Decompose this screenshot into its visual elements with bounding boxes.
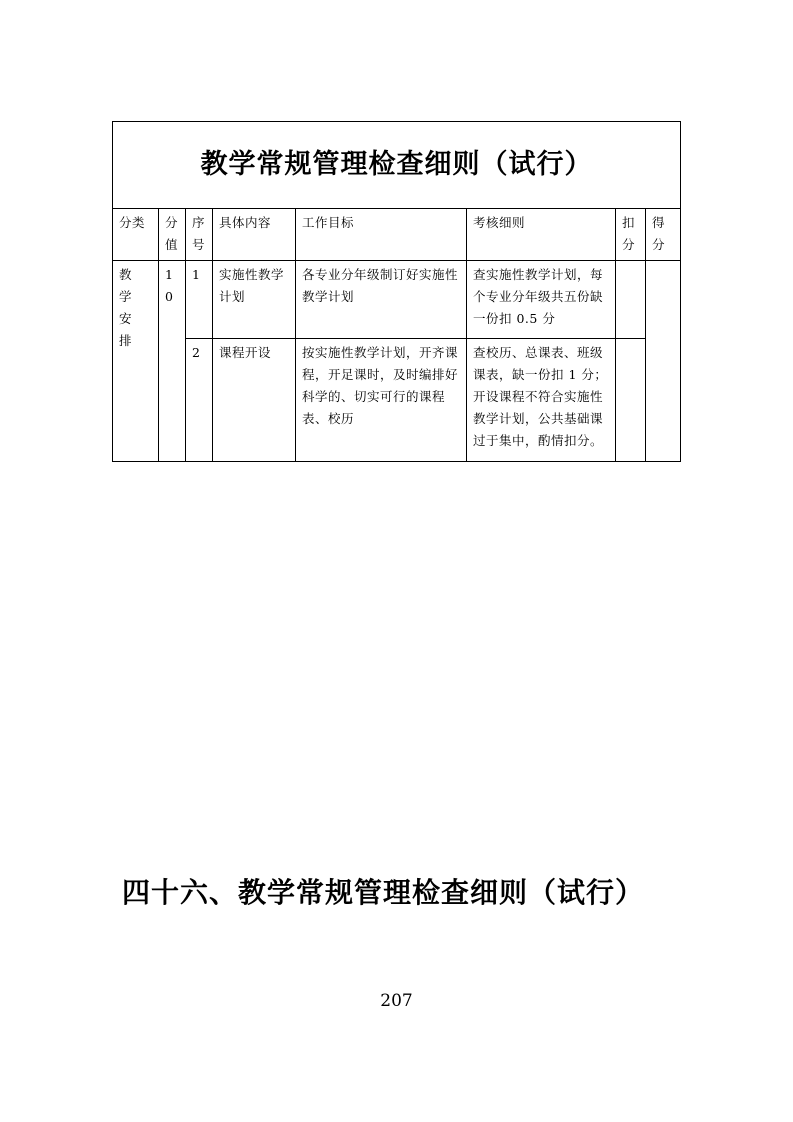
goal-cell: 各专业分年级制订好实施性教学计划 bbox=[296, 261, 467, 339]
header-deduction: 扣分 bbox=[616, 209, 646, 261]
header-content: 具体内容 bbox=[213, 209, 296, 261]
inspection-rules-table bbox=[112, 121, 681, 462]
table-title: 教学常规管理检查细则（试行） bbox=[113, 122, 681, 209]
header-score-value: 分值 bbox=[159, 209, 186, 261]
deduction-cell bbox=[616, 261, 646, 339]
table-row bbox=[113, 339, 681, 462]
score-cell bbox=[646, 261, 681, 462]
header-criteria: 考核细则 bbox=[467, 209, 616, 261]
table-row bbox=[113, 261, 681, 339]
content-cell: 实施性教学计划 bbox=[213, 261, 296, 339]
seq-cell: 1 bbox=[186, 261, 213, 339]
header-seq: 序号 bbox=[186, 209, 213, 261]
criteria-cell: 查校历、总课表、班级课表，缺一份扣 1 分；开设课程不符合实施性教学计划，公共基础课过于集中，酌情扣分。 bbox=[467, 339, 616, 462]
header-goal: 工作目标 bbox=[296, 209, 467, 261]
seq-cell: 2 bbox=[186, 339, 213, 462]
page-number: 207 bbox=[380, 991, 413, 1011]
deduction-cell bbox=[616, 339, 646, 462]
criteria-cell: 查实施性教学计划，每个专业分年级共五份缺一份扣 0.5 分 bbox=[467, 261, 616, 339]
table-header-row bbox=[113, 209, 681, 261]
content-cell: 课程开设 bbox=[213, 339, 296, 462]
category-cell: 教学安排 bbox=[113, 261, 159, 462]
header-category: 分类 bbox=[113, 209, 159, 261]
score-value-cell: 10 bbox=[159, 261, 186, 462]
section-heading: 四十六、教学常规管理检查细则（试行） bbox=[122, 876, 645, 909]
header-score: 得分 bbox=[646, 209, 681, 261]
goal-cell: 按实施性教学计划，开齐课程，开足课时，及时编排好科学的、切实可行的课程表、校历 bbox=[296, 339, 467, 462]
